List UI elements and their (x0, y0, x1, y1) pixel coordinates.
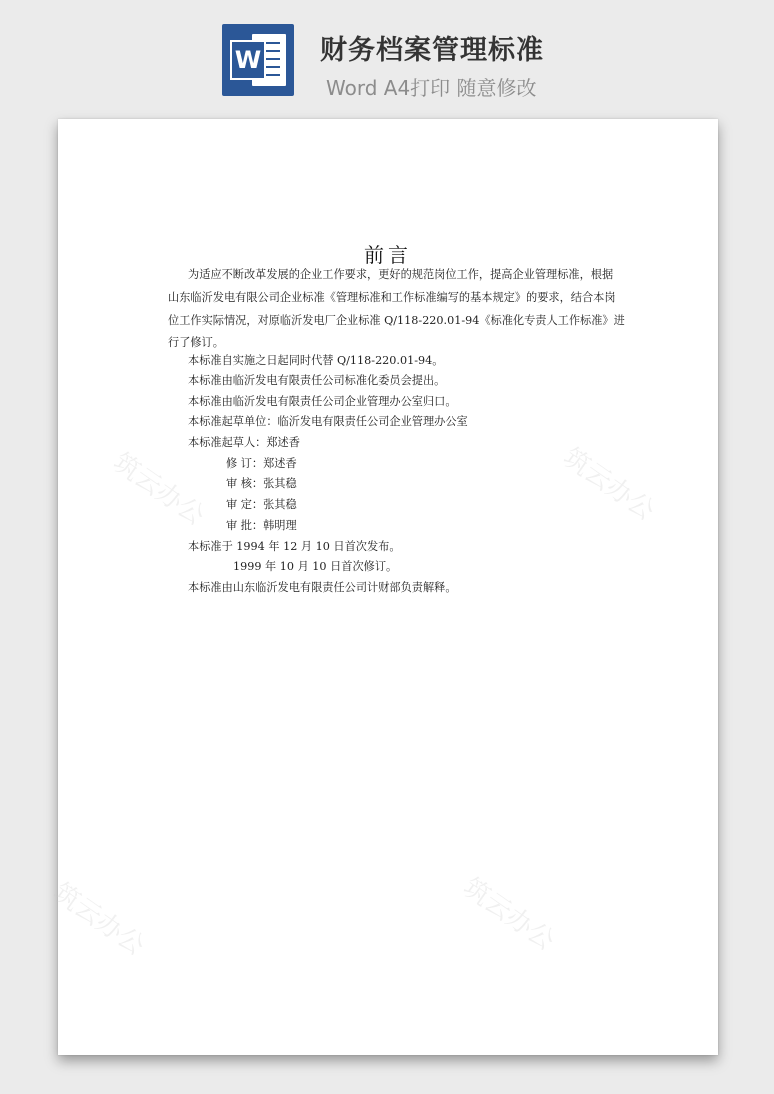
ratify-line: 审 批：韩明理 (226, 519, 297, 532)
word-icon-letter: W (230, 40, 266, 80)
document-heading: 前言 (364, 243, 412, 267)
watermark: 筑云办公 (107, 447, 210, 532)
document-page (47, 119, 718, 1055)
word-icon (222, 24, 294, 96)
proposed-line: 本标准由临沂发电有限责任公司标准化委员会提出。 (188, 374, 446, 387)
header (0, 0, 774, 110)
issued-line: 本标准于 1994 年 12 月 10 日首次发布。 (188, 540, 401, 553)
drafter-line: 本标准起草人：郑述香 (188, 436, 300, 449)
intro-line: 位工作实际情况，对原临沂发电厂企业标准 Q/118-220.01-94《标准化专责人工作标准》进 (168, 314, 625, 327)
page-subtitle: Word A4打印 随意修改 (326, 76, 537, 100)
intro-line: 行了修订。 (168, 336, 224, 349)
watermark: 筑云办公 (557, 442, 660, 527)
intro-line: 山东临沂发电有限公司企业标准《管理标准和工作标准编写的基本规定》的要求，结合本岗 (168, 291, 616, 304)
replace-line: 本标准自实施之日起同时代替 Q/118-220.01-94。 (188, 354, 444, 367)
review-line: 审 核：张其稳 (226, 477, 297, 490)
interpret-line: 本标准由山东临沂发电有限责任公司计财部负责解释。 (188, 581, 457, 594)
managed-line: 本标准由临沂发电有限责任公司企业管理办公室归口。 (188, 395, 457, 408)
revise-line: 修 订：郑述香 (226, 457, 297, 470)
revised-line: 1999 年 10 月 10 日首次修订。 (233, 560, 398, 573)
watermark: 筑云办公 (457, 872, 560, 957)
intro-line: 为适应不断改革发展的企业工作要求，更好的规范岗位工作，提高企业管理标准，根据 (188, 268, 614, 281)
page-title: 财务档案管理标准 (320, 35, 544, 66)
approve-line: 审 定：张其稳 (226, 498, 297, 511)
watermark: 筑云办公 (47, 877, 150, 962)
drafting-unit-line: 本标准起草单位：临沂发电有限责任公司企业管理办公室 (188, 415, 468, 428)
